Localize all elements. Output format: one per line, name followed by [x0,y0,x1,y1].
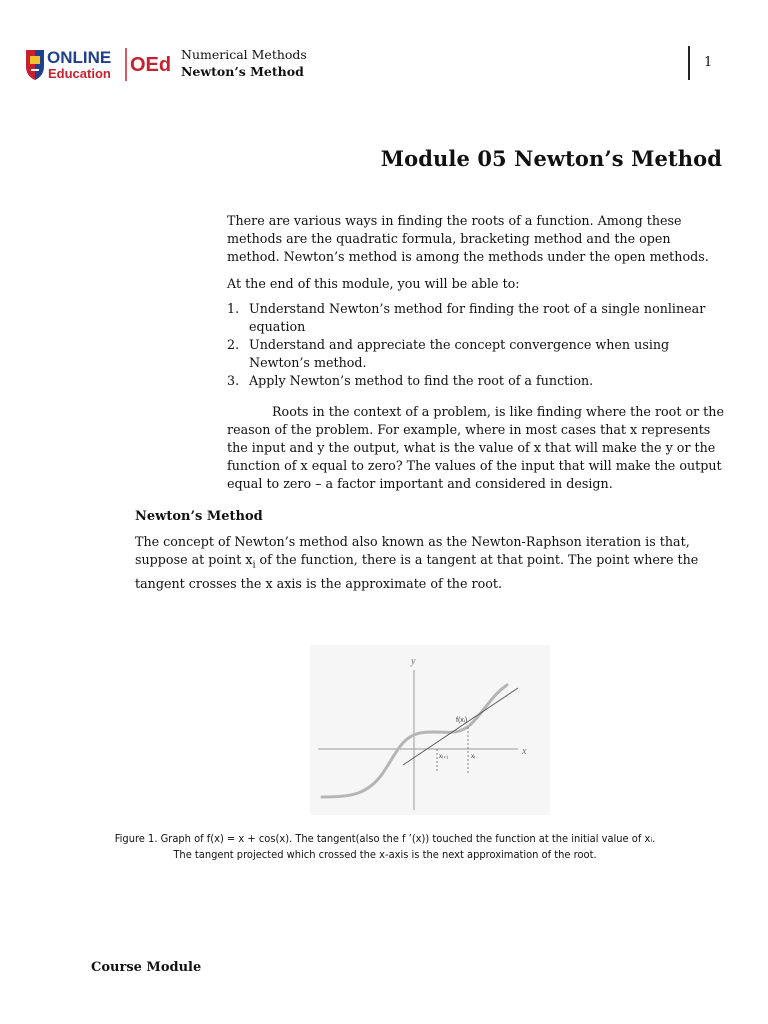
section-text-part2: of the function, there is a tangent at that point. The point where the tangent crosses the x axis is the approximate of the root. [135,552,699,591]
intro-paragraph-3: Roots in the context of a problem, is like finding where the root or the reason of the problem. For example, where in most cases that x represents the input and y the output, what is the value of x that will make the y or the function of x equal to zero? The values of the input that will make the output equal to zero – a factor important and considered in design. [227,404,724,491]
section-text-subscript: i [252,560,256,571]
objective-text: Apply Newton’s method to find the root of a function. [249,373,594,388]
objective-item [227,336,727,372]
page-number: 1 [704,55,713,70]
figure-caption [90,831,680,862]
objective-number: 1. [227,301,240,316]
figure-caption-line-1: Figure 1. Graph of f(x) = x + cos(x). The tangent(also the f ’(x)) touched the function at the initial value of xᵢ. [114,832,656,845]
objective-number: 2. [227,337,240,352]
objective-text: Understand Newton’s method for finding the root of a single nonlinear equation [249,301,706,334]
intro-paragraph-2: At the end of this module, you will be able to: [227,276,520,291]
fx-label: f(xᵢ) [456,717,468,724]
logo-brand-abbr: OEd [130,54,172,76]
newton-method-figure [310,645,550,815]
header-course: Numerical Methods [181,47,307,62]
figure-caption-line-2: The tangent projected which crossed the x-axis is the next approximation of the root. [173,847,597,861]
objective-number: 3. [227,373,240,388]
page-title: Module 05 Newton’s Method [380,146,722,171]
objective-item [227,300,727,336]
section-paragraph [135,533,705,593]
figure-background [310,645,550,815]
x-axis-label: x [522,746,527,757]
y-axis-label: y [411,656,416,667]
xi1-label: xᵢ₊₁ [439,754,449,760]
section-text-part1: The concept of Newton’s method also known as the Newton-Raphson iteration is that, suppose at point x [135,534,690,567]
section-heading: Newton’s Method [135,509,263,524]
objective-text: Understand and appreciate the concept convergence when using Newton’s method. [249,337,670,370]
header-divider [688,46,690,80]
logo-brand-line2: Education [48,66,111,81]
xi-label: xᵢ [471,753,476,760]
intro-paragraph-1: There are various ways in finding the roots of a function. Among these methods are the quadratic formula, bracketing method and the open method. Newton’s method is among the methods under the open methods. [227,213,709,264]
logo-brand-line1: ONLINE [47,48,112,67]
online-education-logo [24,44,174,84]
footer-course-module: Course Module [91,960,202,975]
header-topic: Newton’s Method [181,64,304,79]
objective-item [227,372,727,390]
objectives-list [227,300,727,390]
